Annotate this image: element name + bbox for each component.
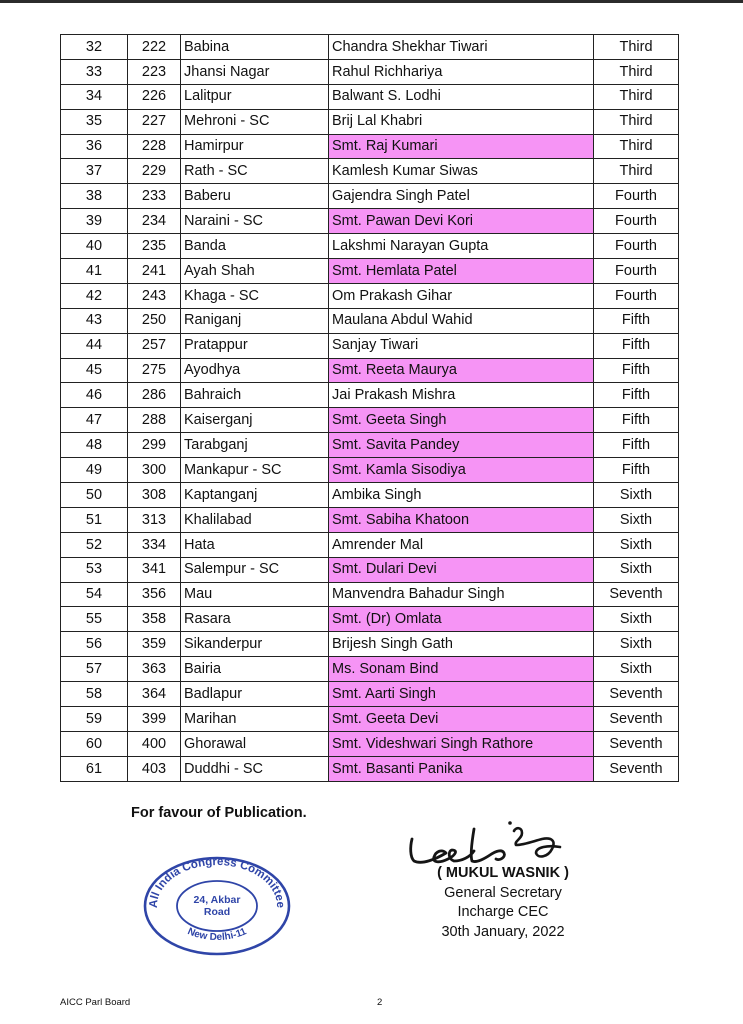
constituency-cell: Naraini - SC <box>181 209 329 234</box>
candidate-name-cell: Brijesh Singh Gath <box>329 632 594 657</box>
phase-cell: Fifth <box>594 408 679 433</box>
constituency-cell: Raniganj <box>181 308 329 333</box>
ac-number-cell: 233 <box>128 184 181 209</box>
table-row <box>61 109 679 134</box>
table-row <box>61 234 679 259</box>
table-row <box>61 657 679 682</box>
phase-cell: Fifth <box>594 383 679 408</box>
table-row <box>61 756 679 781</box>
candidate-name-cell: Gajendra Singh Patel <box>329 184 594 209</box>
seal-center-line-1: 24, Akbar <box>193 894 241 906</box>
serial-number-cell: 33 <box>61 59 128 84</box>
phase-cell: Third <box>594 109 679 134</box>
signatory-role: Incharge CEC <box>457 904 549 920</box>
constituency-cell: Babina <box>181 35 329 60</box>
constituency-cell: Khaga - SC <box>181 283 329 308</box>
ac-number-cell: 299 <box>128 433 181 458</box>
serial-number-cell: 61 <box>61 756 128 781</box>
constituency-cell: Kaptanganj <box>181 483 329 508</box>
table-row <box>61 84 679 109</box>
candidate-name-cell: Smt. Sabiha Khatoon <box>329 507 594 532</box>
table-row <box>61 134 679 159</box>
candidate-name-cell: Smt. Kamla Sisodiya <box>329 458 594 483</box>
ac-number-cell: 229 <box>128 159 181 184</box>
phase-cell: Sixth <box>594 483 679 508</box>
ac-number-cell: 250 <box>128 308 181 333</box>
serial-number-cell: 36 <box>61 134 128 159</box>
constituency-cell: Jhansi Nagar <box>181 59 329 84</box>
constituency-cell: Rath - SC <box>181 159 329 184</box>
phase-cell: Sixth <box>594 507 679 532</box>
ac-number-cell: 286 <box>128 383 181 408</box>
ac-number-cell: 400 <box>128 731 181 756</box>
constituency-cell: Hamirpur <box>181 134 329 159</box>
phase-cell: Fifth <box>594 358 679 383</box>
footer-label: AICC Parl Board <box>60 997 131 1008</box>
phase-cell: Third <box>594 159 679 184</box>
constituency-cell: Baberu <box>181 184 329 209</box>
ac-number-cell: 313 <box>128 507 181 532</box>
table-row <box>61 458 679 483</box>
constituency-cell: Ayodhya <box>181 358 329 383</box>
candidate-name-cell: Smt. Geeta Devi <box>329 707 594 732</box>
serial-number-cell: 41 <box>61 259 128 284</box>
serial-number-cell: 58 <box>61 682 128 707</box>
constituency-cell: Badlapur <box>181 682 329 707</box>
ac-number-cell: 228 <box>128 134 181 159</box>
ac-number-cell: 257 <box>128 333 181 358</box>
phase-cell: Third <box>594 134 679 159</box>
serial-number-cell: 51 <box>61 507 128 532</box>
ac-number-cell: 235 <box>128 234 181 259</box>
candidate-name-cell: Brij Lal Khabri <box>329 109 594 134</box>
table-row <box>61 707 679 732</box>
ac-number-cell: 222 <box>128 35 181 60</box>
phase-cell: Seventh <box>594 731 679 756</box>
candidate-name-cell: Smt. Savita Pandey <box>329 433 594 458</box>
serial-number-cell: 55 <box>61 607 128 632</box>
ac-number-cell: 359 <box>128 632 181 657</box>
table-row <box>61 35 679 60</box>
candidate-name-cell: Smt. Hemlata Patel <box>329 259 594 284</box>
serial-number-cell: 48 <box>61 433 128 458</box>
phase-cell: Fourth <box>594 234 679 259</box>
serial-number-cell: 37 <box>61 159 128 184</box>
phase-cell: Seventh <box>594 756 679 781</box>
ac-number-cell: 358 <box>128 607 181 632</box>
ac-number-cell: 300 <box>128 458 181 483</box>
table-row <box>61 259 679 284</box>
phase-cell: Fifth <box>594 333 679 358</box>
candidate-name-cell: Manvendra Bahadur Singh <box>329 582 594 607</box>
phase-cell: Sixth <box>594 532 679 557</box>
signature-date: 30th January, 2022 <box>441 923 565 940</box>
serial-number-cell: 38 <box>61 184 128 209</box>
seal-ring-text: All India Congress Committee <box>147 856 287 909</box>
phase-cell: Fourth <box>594 184 679 209</box>
table-row <box>61 59 679 84</box>
serial-number-cell: 57 <box>61 657 128 682</box>
candidate-name-cell: Smt. Videshwari Singh Rathore <box>329 731 594 756</box>
serial-number-cell: 35 <box>61 109 128 134</box>
serial-number-cell: 34 <box>61 84 128 109</box>
phase-cell: Seventh <box>594 707 679 732</box>
table-row <box>61 283 679 308</box>
ac-number-cell: 241 <box>128 259 181 284</box>
candidate-name-cell: Jai Prakash Mishra <box>329 383 594 408</box>
constituency-cell: Tarabganj <box>181 433 329 458</box>
constituency-cell: Sikanderpur <box>181 632 329 657</box>
signatory-designation: General Secretary <box>444 884 562 901</box>
serial-number-cell: 50 <box>61 483 128 508</box>
constituency-cell: Mehroni - SC <box>181 109 329 134</box>
constituency-cell: Duddhi - SC <box>181 756 329 781</box>
ac-number-cell: 275 <box>128 358 181 383</box>
candidate-name-cell: Amrender Mal <box>329 532 594 557</box>
serial-number-cell: 54 <box>61 582 128 607</box>
table-row <box>61 383 679 408</box>
ac-number-cell: 341 <box>128 557 181 582</box>
candidate-name-cell: Rahul Richhariya <box>329 59 594 84</box>
constituency-cell: Mankapur - SC <box>181 458 329 483</box>
table-row <box>61 159 679 184</box>
candidate-name-cell: Maulana Abdul Wahid <box>329 308 594 333</box>
ac-number-cell: 363 <box>128 657 181 682</box>
aicc-seal-stamp <box>143 856 291 956</box>
serial-number-cell: 44 <box>61 333 128 358</box>
constituency-cell: Hata <box>181 532 329 557</box>
constituency-cell: Marihan <box>181 707 329 732</box>
phase-cell: Sixth <box>594 632 679 657</box>
table-row <box>61 483 679 508</box>
constituency-cell: Banda <box>181 234 329 259</box>
candidate-name-cell: Ambika Singh <box>329 483 594 508</box>
table-row <box>61 358 679 383</box>
table-row <box>61 209 679 234</box>
ac-number-cell: 234 <box>128 209 181 234</box>
table-row <box>61 557 679 582</box>
seal-bottom-text: New Delhi-11 <box>185 926 249 944</box>
serial-number-cell: 40 <box>61 234 128 259</box>
candidate-name-cell: Sanjay Tiwari <box>329 333 594 358</box>
phase-cell: Seventh <box>594 682 679 707</box>
serial-number-cell: 53 <box>61 557 128 582</box>
table-row <box>61 682 679 707</box>
table-row <box>61 507 679 532</box>
phase-cell: Third <box>594 59 679 84</box>
serial-number-cell: 47 <box>61 408 128 433</box>
seal-center-line-2: Road <box>203 906 231 918</box>
phase-cell: Fourth <box>594 209 679 234</box>
constituency-cell: Bahraich <box>181 383 329 408</box>
page-number: 2 <box>377 997 383 1008</box>
ac-number-cell: 399 <box>128 707 181 732</box>
constituency-cell: Rasara <box>181 607 329 632</box>
candidate-name-cell: Smt. Dulari Devi <box>329 557 594 582</box>
publication-note: For favour of Publication. <box>131 805 307 821</box>
ac-number-cell: 403 <box>128 756 181 781</box>
phase-cell: Third <box>594 84 679 109</box>
constituency-cell: Bairia <box>181 657 329 682</box>
candidate-name-cell: Kamlesh Kumar Siwas <box>329 159 594 184</box>
candidate-name-cell: Smt. Basanti Panika <box>329 756 594 781</box>
phase-cell: Fifth <box>594 308 679 333</box>
candidate-name-cell: Smt. Reeta Maurya <box>329 358 594 383</box>
candidates-table <box>60 34 679 782</box>
serial-number-cell: 60 <box>61 731 128 756</box>
table-row <box>61 408 679 433</box>
phase-cell: Seventh <box>594 582 679 607</box>
constituency-cell: Mau <box>181 582 329 607</box>
phase-cell: Fourth <box>594 259 679 284</box>
serial-number-cell: 49 <box>61 458 128 483</box>
serial-number-cell: 46 <box>61 383 128 408</box>
constituency-cell: Lalitpur <box>181 84 329 109</box>
constituency-cell: Pratappur <box>181 333 329 358</box>
serial-number-cell: 59 <box>61 707 128 732</box>
table-row <box>61 184 679 209</box>
candidate-name-cell: Smt. Aarti Singh <box>329 682 594 707</box>
serial-number-cell: 52 <box>61 532 128 557</box>
candidate-name-cell: Smt. Pawan Devi Kori <box>329 209 594 234</box>
table-row <box>61 632 679 657</box>
phase-cell: Fifth <box>594 433 679 458</box>
top-border <box>0 0 743 3</box>
constituency-cell: Ghorawal <box>181 731 329 756</box>
table-row <box>61 532 679 557</box>
phase-cell: Third <box>594 35 679 60</box>
constituency-cell: Salempur - SC <box>181 557 329 582</box>
table-row <box>61 731 679 756</box>
candidate-name-cell: Smt. Raj Kumari <box>329 134 594 159</box>
candidate-name-cell: Smt. (Dr) Omlata <box>329 607 594 632</box>
constituency-cell: Kaiserganj <box>181 408 329 433</box>
phase-cell: Fifth <box>594 458 679 483</box>
serial-number-cell: 32 <box>61 35 128 60</box>
ac-number-cell: 223 <box>128 59 181 84</box>
ac-number-cell: 226 <box>128 84 181 109</box>
constituency-cell: Khalilabad <box>181 507 329 532</box>
ac-number-cell: 227 <box>128 109 181 134</box>
candidates-table-body <box>61 35 679 782</box>
phase-cell: Sixth <box>594 657 679 682</box>
table-row <box>61 333 679 358</box>
candidate-name-cell: Ms. Sonam Bind <box>329 657 594 682</box>
phase-cell: Fourth <box>594 283 679 308</box>
constituency-cell: Ayah Shah <box>181 259 329 284</box>
ac-number-cell: 308 <box>128 483 181 508</box>
serial-number-cell: 43 <box>61 308 128 333</box>
serial-number-cell: 39 <box>61 209 128 234</box>
serial-number-cell: 45 <box>61 358 128 383</box>
candidate-name-cell: Smt. Geeta Singh <box>329 408 594 433</box>
ac-number-cell: 243 <box>128 283 181 308</box>
serial-number-cell: 56 <box>61 632 128 657</box>
table-row <box>61 433 679 458</box>
table-row <box>61 308 679 333</box>
serial-number-cell: 42 <box>61 283 128 308</box>
ac-number-cell: 334 <box>128 532 181 557</box>
phase-cell: Sixth <box>594 557 679 582</box>
candidate-name-cell: Lakshmi Narayan Gupta <box>329 234 594 259</box>
signatory-name: ( MUKUL WASNIK ) <box>437 865 569 881</box>
candidate-name-cell: Balwant S. Lodhi <box>329 84 594 109</box>
table-row <box>61 582 679 607</box>
phase-cell: Sixth <box>594 607 679 632</box>
ac-number-cell: 356 <box>128 582 181 607</box>
ac-number-cell: 364 <box>128 682 181 707</box>
candidate-name-cell: Om Prakash Gihar <box>329 283 594 308</box>
candidate-name-cell: Chandra Shekhar Tiwari <box>329 35 594 60</box>
table-row <box>61 607 679 632</box>
signature-block <box>413 864 593 942</box>
ac-number-cell: 288 <box>128 408 181 433</box>
svg-text:New Delhi-11 <box>186 926 249 943</box>
